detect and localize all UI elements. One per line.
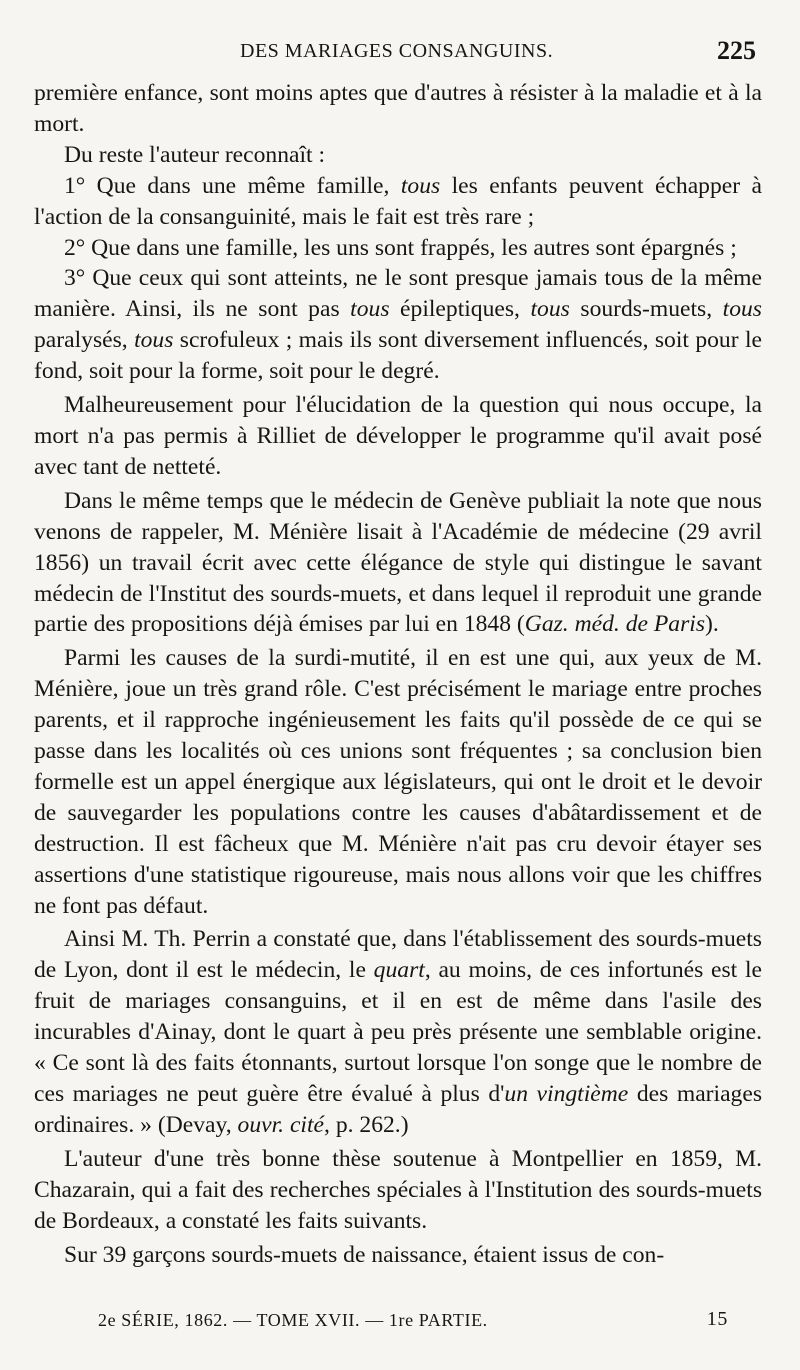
page-header bbox=[0, 34, 800, 74]
paragraph: Ainsi M. Th. Perrin a constaté que, dans l'établissement des sourds-muets de Lyon, dont il est le médecin, le quart, au moins, de ces infortunés est le fruit de mariages consanguins, et il en est de même dans l'asile des incurables d'Ainay, dont le quart à peu près présente une semblable origine. « Ce sont là des faits étonnants, surtout lorsque l'on songe que le nombre de ces mariages ne peut guère être évalué à plus d'un vingtième des mariages ordinaires. » (Devay, ouvr. cité, p. 262.) bbox=[34, 926, 762, 1138]
paragraph: 2° Que dans une famille, les uns sont frappés, les autres sont épargnés ; bbox=[64, 234, 737, 261]
paragraph: Dans le même temps que le médecin de Genève publiait la note que nous venons de rappeler, M. Ménière lisait à l'Académie de médecine (29 avril 1856) un travail écrit avec cette élégance de style qui distingue le savant médecin de l'Institut des sourds-muets, et dans lequel il reproduit une grande partie des propositions déjà émises par lui en 1848 (Gaz. méd. de Paris). bbox=[34, 487, 762, 638]
italic-text: tous bbox=[350, 296, 390, 323]
footer-series: 2e SÉRIE, 1862. — TOME XVII. — 1re PARTIE. bbox=[98, 1310, 488, 1330]
italic-text: tous bbox=[722, 296, 762, 323]
paragraph: Du reste l'auteur reconnaît : bbox=[64, 141, 326, 168]
paragraph: première enfance, sont moins aptes que d'autres à résister à la maladie et à la mort. bbox=[34, 80, 762, 137]
running-head: DES MARIAGES CONSANGUINS. bbox=[240, 40, 554, 62]
paragraph: 1° Que dans une même famille, tous les enfants peuvent échapper à l'action de la consanguinité, mais le fait est très rare ; bbox=[34, 172, 762, 230]
paragraph: L'auteur d'une très bonne thèse soutenue à Montpellier en 1859, M. Chazarain, qui a fait des recherches spéciales à l'Institution des sourds-muets de Bordeaux, a constaté les faits suivants. bbox=[34, 1145, 762, 1234]
paragraph: Sur 39 garçons sourds-muets de naissance, étaient issus de con- bbox=[64, 1241, 665, 1268]
italic-text: tous bbox=[134, 327, 174, 354]
page-footer bbox=[0, 1306, 800, 1336]
page-number: 225 bbox=[717, 36, 756, 65]
paragraph: 3° Que ceux qui sont atteints, ne le sont presque jamais tous de la même manière. Ainsi, ils ne sont pas tous épileptiques, tous sourds-muets, tous paralysés, tous scrofuleux ; mais ils sont diversement influencés, soit pour le fond, soit pour la forme, soit pour le degré. bbox=[34, 265, 762, 385]
italic-text: tous bbox=[530, 296, 570, 323]
italic-text: quart bbox=[373, 957, 425, 984]
italic-text: Gaz. méd. de Paris bbox=[524, 611, 705, 638]
paragraph: Parmi les causes de la surdi-mutité, il en est une qui, aux yeux de M. Ménière, joue un très grand rôle. C'est précisément le mariage entre proches parents, et il rapproche ingénieusement les faits qu'il possède de ce qui se passe dans les localités où ces unions sont fréquentes ; sa conclusion bien formelle est un appel énergique aux législateurs, qui ont le droit et le devoir de sauvegarder les populations contre les causes d'abâtardissement et de destruction. Il est fâcheux que M. Ménière n'ait pas cru devoir étayer ses assertions d'une statistique rigoureuse, mais nous allons voir que les chiffres ne font pas défaut. bbox=[34, 645, 762, 919]
italic-text: ouvr. cité bbox=[237, 1111, 325, 1138]
paragraph: Malheureusement pour l'élucidation de la question qui nous occupe, la mort n'a pas permis à Rilliet de développer le programme qu'il avait posé avec tant de netteté. bbox=[34, 392, 762, 480]
italic-text: tous bbox=[400, 172, 441, 199]
body-text bbox=[34, 78, 762, 1270]
signature-mark: 15 bbox=[706, 1308, 728, 1330]
italic-text: un vingtième bbox=[504, 1081, 629, 1107]
